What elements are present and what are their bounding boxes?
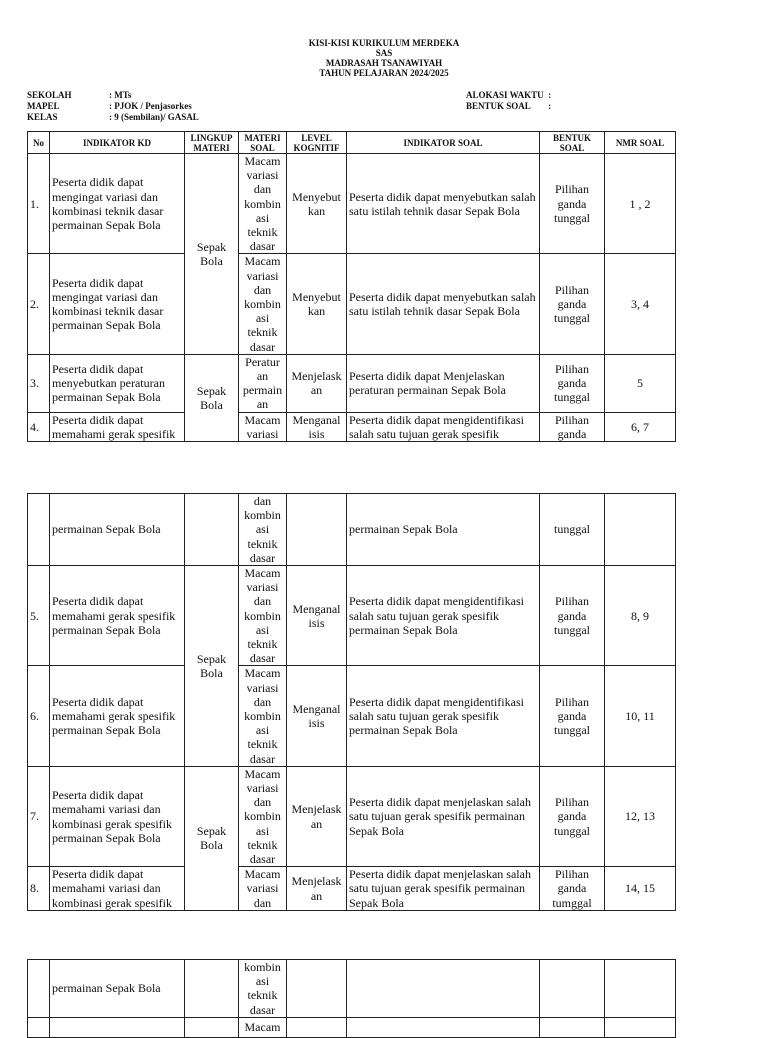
sekolah-label: SEKOLAH [27, 90, 72, 100]
col-bentuk-soal: BENTUK SOAL [540, 132, 605, 154]
sekolah-value: : MTs [109, 90, 132, 100]
table-row [28, 412, 676, 441]
exam-info [466, 90, 551, 112]
row-level: Menjelask an [287, 354, 347, 412]
table-header-row [28, 132, 676, 154]
table-row [28, 766, 676, 866]
table-row [28, 354, 676, 412]
table-row [28, 867, 676, 911]
row-bentuk: Pilihan ganda tunggal [540, 254, 605, 354]
row-materi: Macam variasi dan kombin asi teknik dasar [239, 254, 287, 354]
col-materi-soal: MATERI SOAL [239, 132, 287, 154]
row-materi: Macam variasi dan kombin asi teknik dasar [239, 666, 287, 766]
row-indikator-kd: Peserta didik dapat memahami gerak spesifik permainan Sepak Bola [50, 566, 185, 666]
alokasi-value: : [548, 90, 552, 100]
row-bentuk: Pilihan ganda tunggal [540, 154, 605, 254]
row-bentuk: Pilihan ganda [540, 412, 605, 441]
row-lingkup: Sepak Bola [185, 354, 239, 441]
row-indikator-soal: Peserta didik dapat menyebutkan salah satu istilah tehnik dasar Sepak Bola [347, 254, 540, 354]
table-row [28, 960, 676, 1018]
table-row [28, 494, 676, 566]
school-info [27, 90, 199, 123]
col-nmr-soal: NMR SOAL [605, 132, 676, 154]
row-indikator-soal [347, 960, 540, 1018]
table-row [28, 566, 676, 666]
row-no: 8. [28, 867, 50, 911]
row-materi: Macam variasi dan [239, 867, 287, 911]
row-lingkup [185, 960, 239, 1018]
mapel-label: MAPEL [27, 101, 60, 111]
row-indikator-kd: Peserta didik dapat memahami variasi dan kombinasi gerak spesifik [50, 867, 185, 911]
row-indikator-soal: Peserta didik dapat Menjelaskan peraturan permainan Sepak Bola [347, 354, 540, 412]
table-row [28, 154, 676, 254]
doc-title [0, 38, 768, 78]
row-level: Menganal isis [287, 412, 347, 441]
row-materi: Macam variasi [239, 412, 287, 441]
col-indikator-soal: INDIKATOR SOAL [347, 132, 540, 154]
kelas-label: KELAS [27, 112, 58, 122]
kisi-table-page-3 [27, 959, 676, 1038]
row-lingkup [185, 494, 239, 566]
row-materi: Macam variasi dan kombin asi teknik dasar [239, 566, 287, 666]
row-materi: Macam variasi dan kombin asi teknik dasar [239, 766, 287, 866]
row-indikator-soal [347, 1017, 540, 1037]
title-line-1: KISI-KISI KURIKULUM MERDEKA [308, 38, 460, 48]
row-lingkup: Sepak Bola [185, 566, 239, 767]
row-nmr: 10, 11 [605, 666, 676, 766]
kisi-table-page-2 [27, 493, 676, 911]
row-no: 5. [28, 566, 50, 666]
row-level [287, 1017, 347, 1037]
row-indikator-kd: permainan Sepak Bola [50, 960, 185, 1018]
row-level [287, 494, 347, 566]
row-level: Menganal isis [287, 666, 347, 766]
row-level: Menganal isis [287, 566, 347, 666]
row-no: 4. [28, 412, 50, 441]
title-line-4: TAHUN PELAJARAN 2024/2025 [319, 68, 449, 78]
alokasi-label: ALOKASI WAKTU [466, 90, 544, 100]
row-bentuk: Pilihan ganda tunggal [540, 666, 605, 766]
row-level: Menyebut kan [287, 254, 347, 354]
row-indikator-soal: Peserta didik dapat menjelaskan salah satu tujuan gerak spesifik permainan Sepak Bola [347, 766, 540, 866]
table-row [28, 666, 676, 766]
row-materi: dan kombin asi teknik dasar [239, 494, 287, 566]
row-bentuk [540, 1017, 605, 1037]
row-indikator-kd [50, 1017, 185, 1037]
col-level-kognitif: LEVEL KOGNITIF [287, 132, 347, 154]
table-row [28, 254, 676, 354]
row-nmr: 5 [605, 354, 676, 412]
row-indikator-soal: Peserta didik dapat menjelaskan salah satu tujuan gerak spesifik permainan Sepak Bola [347, 867, 540, 911]
title-line-3: MADRASAH TSANAWIYAH [325, 58, 443, 68]
row-indikator-kd: Peserta didik dapat memahami gerak spesifik permainan Sepak Bola [50, 666, 185, 766]
col-no: No [28, 132, 50, 154]
row-level: Menjelask an [287, 766, 347, 866]
row-bentuk: tunggal [540, 494, 605, 566]
row-materi: Macam [239, 1017, 287, 1037]
row-no [28, 494, 50, 566]
table-row [28, 1017, 676, 1037]
row-nmr: 3, 4 [605, 254, 676, 354]
row-materi: Macam variasi dan kombin asi teknik dasar [239, 154, 287, 254]
row-level: Menjelask an [287, 867, 347, 911]
kisi-table-page-1 [27, 131, 676, 442]
row-nmr: 6, 7 [605, 412, 676, 441]
row-indikator-soal: Peserta didik dapat mengidentifikasi salah satu tujuan gerak spesifik permainan Sepak Bola [347, 666, 540, 766]
kelas-value: : 9 (Sembilan)/ GASAL [109, 112, 199, 122]
row-indikator-kd: Peserta didik dapat mengingat variasi dan kombinasi teknik dasar permainan Sepak Bola [50, 154, 185, 254]
row-bentuk: Pilihan ganda tunggal [540, 354, 605, 412]
row-lingkup: Sepak Bola [185, 766, 239, 910]
row-bentuk: Pilihan ganda tunggal [540, 766, 605, 866]
row-no [28, 960, 50, 1018]
row-bentuk [540, 960, 605, 1018]
row-bentuk: Pilihan ganda tunggal [540, 566, 605, 666]
row-nmr [605, 960, 676, 1018]
mapel-value: : PJOK / Penjasorkes [109, 101, 192, 111]
row-level [287, 960, 347, 1018]
row-nmr: 12, 13 [605, 766, 676, 866]
row-materi: Peratur an permain an [239, 354, 287, 412]
row-indikator-soal: Peserta didik dapat mengidentifikasi salah satu tujuan gerak spesifik [347, 412, 540, 441]
row-nmr: 1 , 2 [605, 154, 676, 254]
col-indikator-kd: INDIKATOR KD [50, 132, 185, 154]
row-indikator-soal: permainan Sepak Bola [347, 494, 540, 566]
row-materi: kombin asi teknik dasar [239, 960, 287, 1018]
row-indikator-kd: permainan Sepak Bola [50, 494, 185, 566]
row-indikator-kd: Peserta didik dapat menyebutkan peraturan permainan Sepak Bola [50, 354, 185, 412]
row-no: 7. [28, 766, 50, 866]
row-lingkup: Sepak Bola [185, 154, 239, 355]
bentuk-label: BENTUK SOAL [466, 101, 531, 111]
row-no: 2. [28, 254, 50, 354]
row-level: Menyebut kan [287, 154, 347, 254]
title-line-2: SAS [375, 48, 393, 58]
row-indikator-kd: Peserta didik dapat memahami gerak spesifik [50, 412, 185, 441]
row-indikator-kd: Peserta didik dapat memahami variasi dan kombinasi gerak spesifik permainan Sepak Bola [50, 766, 185, 866]
row-nmr: 8, 9 [605, 566, 676, 666]
bentuk-value: : [548, 101, 552, 111]
row-bentuk: Pilihan ganda tumggal [540, 867, 605, 911]
row-no [28, 1017, 50, 1037]
row-nmr [605, 1017, 676, 1037]
row-lingkup [185, 1017, 239, 1037]
row-indikator-soal: Peserta didik dapat mengidentifikasi salah satu tujuan gerak spesifik permainan Sepak Bola [347, 566, 540, 666]
row-indikator-kd: Peserta didik dapat mengingat variasi dan kombinasi teknik dasar permainan Sepak Bola [50, 254, 185, 354]
row-no: 1. [28, 154, 50, 254]
row-no: 6. [28, 666, 50, 766]
row-no: 3. [28, 354, 50, 412]
col-lingkup-materi: LINGKUP MATERI [185, 132, 239, 154]
row-nmr [605, 494, 676, 566]
row-indikator-soal: Peserta didik dapat menyebutkan salah satu istilah tehnik dasar Sepak Bola [347, 154, 540, 254]
row-nmr: 14, 15 [605, 867, 676, 911]
